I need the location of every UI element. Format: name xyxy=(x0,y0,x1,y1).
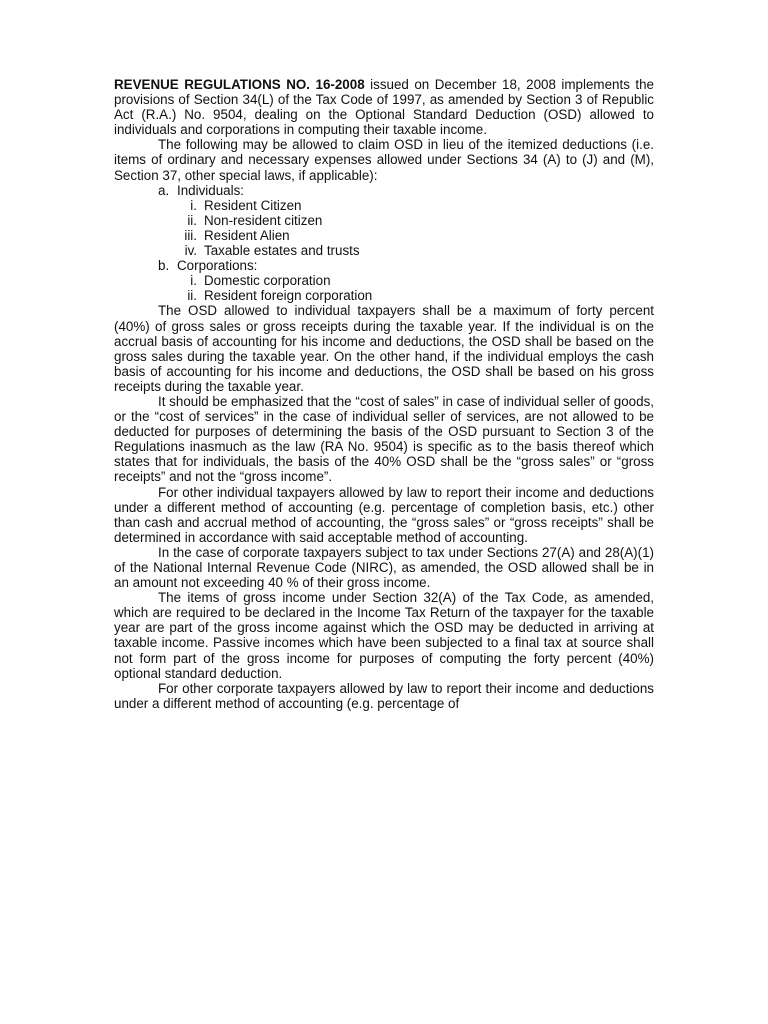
sublist-text: Taxable estates and trusts xyxy=(204,243,360,259)
sublist-item xyxy=(177,243,654,258)
sublist-marker: i. xyxy=(190,273,197,289)
sublist-item xyxy=(177,228,654,243)
sublist-marker: iv. xyxy=(184,243,197,259)
sublist-marker: ii. xyxy=(187,288,197,304)
sublist-text: Non-resident citizen xyxy=(204,212,323,228)
list-item-corporations xyxy=(114,258,654,303)
sublist-marker: iii. xyxy=(184,227,197,243)
list-marker: b. xyxy=(158,258,170,274)
list-item-label: Corporations: xyxy=(177,258,258,274)
intro-paragraph xyxy=(114,77,654,137)
regulation-title: REVENUE REGULATIONS NO. 16-2008 xyxy=(114,77,365,92)
list-marker: a. xyxy=(158,182,170,198)
list-item-individuals xyxy=(114,183,654,258)
sublist-marker: i. xyxy=(190,197,197,213)
document-body xyxy=(114,77,654,711)
sublist-text: Resident foreign corporation xyxy=(204,288,373,304)
sublist-text: Resident Alien xyxy=(204,227,290,243)
eligible-taxpayers-list xyxy=(114,183,654,304)
sublist-text: Domestic corporation xyxy=(204,273,331,289)
sublist-item xyxy=(177,273,654,288)
corporate-osd-paragraph: In the case of corporate taxpayers subject to tax under Sections 27(A) and 28(A)(1) of the National Internal Revenue Code (NIRC), as amended, the OSD allowed shall be in an amount not exceeding 40 % of their gross income. xyxy=(114,544,654,591)
corporations-sublist xyxy=(177,273,654,303)
sublist-item xyxy=(177,198,654,213)
sublist-item xyxy=(177,288,654,303)
sublist-marker: ii. xyxy=(187,212,197,228)
other-corporate-paragraph: For other corporate taxpayers allowed by law to report their income and deductions under a different method of accounting (e.g. percentage of xyxy=(114,680,654,711)
cost-of-sales-paragraph: It should be emphasized that the “cost of sales” in case of individual seller of goods, or the “cost of services” in the case of individual seller of services, are not allowed to be deducted for purposes of determining the basis of the OSD pursuant to Section 3 of the Regulations inasmuch as the law (RA No. 9504) is specific as to the basis thereof which states that for individuals, the basis of the 40% OSD shall be the “gross sales” or “gross receipts” and not the “gross income”. xyxy=(114,393,654,485)
intro-text: issued on December 18, 2008 implements the provisions of Section 34(L) of the Tax Code of 1997, as amended by Section 3 of Republic Act (R.A.) No. 9504, dealing on the Optional Standard Deduction (OSD) allowed to individuals and corporations in computing their taxable income. xyxy=(114,77,654,138)
individual-osd-paragraph: The OSD allowed to individual taxpayers shall be a maximum of forty percent (40%) of gross sales or gross receipts during the taxable year. If the individual is on the accrual basis of accounting for his income and deductions, the OSD shall be based on the gross sales during the taxable year. On the other hand, if the individual employs the cash basis of accounting for his income and deductions, the OSD shall be based on his gross receipts during the taxable year. xyxy=(114,303,654,394)
sublist-text: Resident Citizen xyxy=(204,197,302,213)
other-individual-paragraph: For other individual taxpayers allowed by law to report their income and deductions under a different method of accounting (e.g. percentage of completion basis, etc.) other than cash and accrual method of accounting, the “gross sales” or “gross receipts” shall be determined in accordance with said acceptable method of accounting. xyxy=(114,484,654,545)
sublist-item xyxy=(177,213,654,228)
gross-income-items-paragraph: The items of gross income under Section 32(A) of the Tax Code, as amended, which are required to be declared in the Income Tax Return of the taxpayer for the taxable year are part of the gross income against which the OSD may be deducted in arriving at taxable income. Passive incomes which have been subjected to a final tax at source shall not form part of the gross income for purposes of computing the forty percent (40%) optional standard deduction. xyxy=(114,590,654,681)
who-may-claim-paragraph: The following may be allowed to claim OSD in lieu of the itemized deductions (i.e. items of ordinary and necessary expenses allowed under Sections 34 (A) to (J) and (M), Section 37, other special laws, if applicable): xyxy=(114,137,654,183)
list-item-label: Individuals: xyxy=(177,182,244,198)
individuals-sublist xyxy=(177,198,654,258)
